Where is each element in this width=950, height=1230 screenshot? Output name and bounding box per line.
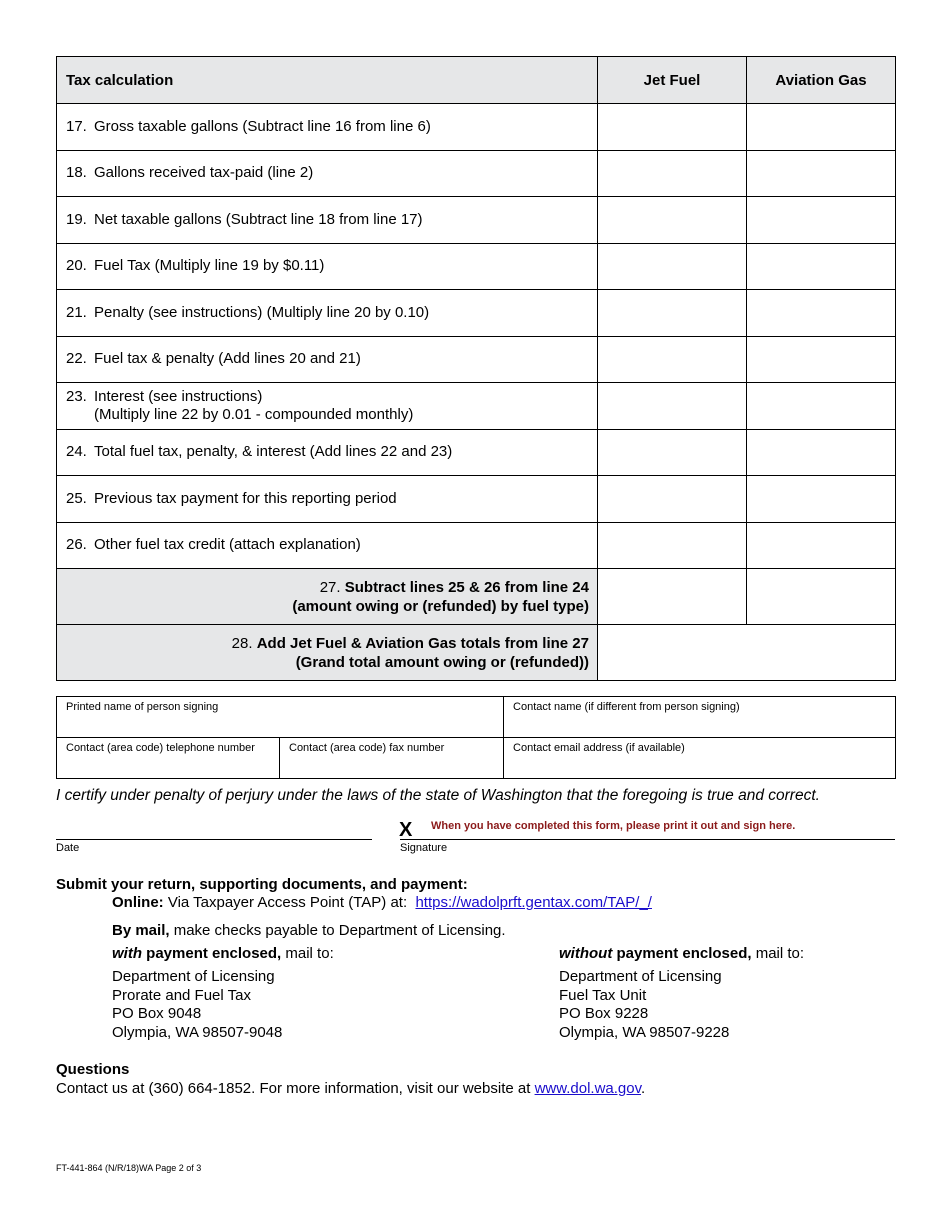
- mail-instructions: [112, 922, 506, 941]
- table-row: [57, 197, 896, 244]
- without-payment-address: [559, 968, 729, 1042]
- contact-info-grid: [56, 696, 896, 779]
- email-field[interactable]: [504, 738, 896, 779]
- line-number: 23.: [66, 387, 87, 405]
- jet-fuel-input-line-25[interactable]: [598, 476, 747, 523]
- address-line: Department of Licensing: [112, 968, 275, 985]
- line-number: 19.: [66, 210, 87, 228]
- line-description: Previous tax payment for this reporting period: [94, 489, 397, 507]
- submit-heading: Submit your return, supporting documents, and payment:: [56, 876, 468, 893]
- line-description-continued: (Multiply line 22 by 0.01 - compounded monthly): [94, 405, 414, 423]
- line-number: 24.: [66, 443, 87, 461]
- line-number: 21.: [66, 303, 87, 321]
- online-instructions: [112, 894, 652, 913]
- aviation-gas-input-line-19[interactable]: [747, 197, 896, 244]
- address-line: Department of Licensing: [559, 968, 722, 985]
- mail-label: By mail,: [112, 922, 170, 939]
- jet-fuel-input-line-22[interactable]: [598, 336, 747, 383]
- header-tax-calculation: Tax calculation: [57, 57, 598, 104]
- line-description: Add Jet Fuel & Aviation Gas totals from line 27: [256, 634, 589, 652]
- address-line: Olympia, WA 98507-9228: [559, 1023, 730, 1041]
- line-description: Gross taxable gallons (Subtract line 16 from line 6): [94, 117, 431, 135]
- line-description: Interest (see instructions): [94, 387, 263, 405]
- aviation-gas-input-line-17[interactable]: [747, 104, 896, 151]
- with-em: with: [112, 945, 142, 962]
- online-text: Via Taxpayer Access Point (TAP) at:: [167, 894, 408, 911]
- line-description: Other fuel tax credit (attach explanation): [94, 536, 361, 554]
- table-header-row: [57, 57, 896, 104]
- without-payment-heading: [559, 945, 804, 964]
- with-rest: mail to:: [285, 945, 334, 962]
- header-jet-fuel: Jet Fuel: [598, 57, 747, 104]
- aviation-gas-input-line-27[interactable]: [747, 569, 896, 625]
- table-row: [57, 104, 896, 151]
- grand-total-input-line-28[interactable]: [598, 625, 896, 681]
- tax-calculation-table: [56, 56, 896, 681]
- contact-name-field[interactable]: [504, 697, 896, 738]
- jet-fuel-input-line-17[interactable]: [598, 104, 747, 151]
- table-row-28: [57, 625, 896, 681]
- tap-link[interactable]: https://wadolprft.gentax.com/TAP/_/: [415, 894, 652, 911]
- date-label: Date: [56, 842, 80, 854]
- address-line: PO Box 9048: [112, 1005, 202, 1022]
- signature-label: Signature: [400, 842, 448, 854]
- questions-period: .: [641, 1080, 646, 1097]
- without-rest: mail to:: [755, 945, 805, 962]
- address-line: Fuel Tax Unit: [559, 986, 647, 1004]
- with-payment-heading: [112, 945, 334, 964]
- without-em: without: [559, 945, 613, 962]
- line-description: Subtract lines 25 & 26 from line 24: [344, 578, 589, 596]
- table-row-27: [57, 569, 896, 625]
- jet-fuel-input-line-21[interactable]: [598, 290, 747, 337]
- line-number: 18.: [66, 164, 87, 182]
- line-description: Penalty (see instructions) (Multiply line 20 by 0.10): [94, 303, 430, 321]
- line-number: 20.: [66, 257, 87, 275]
- address-line: PO Box 9228: [559, 1005, 649, 1022]
- header-aviation-gas: Aviation Gas: [747, 57, 896, 104]
- signature-x-mark: X: [399, 819, 413, 841]
- mail-text: make checks payable to Department of Licensing.: [173, 922, 506, 939]
- telephone-field[interactable]: [57, 738, 280, 779]
- table-row: [57, 150, 896, 197]
- signature-hint: When you have completed this form, please print it out and sign here.: [431, 820, 796, 832]
- date-line[interactable]: [56, 839, 372, 840]
- line-number: 26.: [66, 536, 87, 554]
- line-description: Gallons received tax-paid (line 2): [94, 164, 314, 182]
- online-label: Online:: [112, 894, 164, 911]
- table-row: [57, 243, 896, 290]
- certification-statement: I certify under penalty of perjury under the laws of the state of Washington that the foregoing is true and correct.: [56, 787, 820, 804]
- without-bold: payment enclosed,: [616, 945, 752, 962]
- jet-fuel-input-line-23[interactable]: [598, 383, 747, 430]
- contact-name-label: Contact name (if different from person signing): [513, 701, 740, 713]
- printed-name-label: Printed name of person signing: [66, 701, 219, 713]
- jet-fuel-input-line-20[interactable]: [598, 243, 747, 290]
- jet-fuel-input-line-27[interactable]: [598, 569, 747, 625]
- line-number: 27.: [319, 578, 341, 596]
- telephone-label: Contact (area code) telephone number: [66, 742, 255, 754]
- form-footer: FT-441-864 (N/R/18)WA Page 2 of 3: [56, 1163, 202, 1173]
- with-payment-address: [112, 968, 282, 1042]
- table-row: [57, 290, 896, 337]
- aviation-gas-input-line-26[interactable]: [747, 522, 896, 569]
- aviation-gas-input-line-21[interactable]: [747, 290, 896, 337]
- questions-heading: Questions: [56, 1061, 130, 1078]
- aviation-gas-input-line-25[interactable]: [747, 476, 896, 523]
- aviation-gas-input-line-18[interactable]: [747, 150, 896, 197]
- table-row: [57, 429, 896, 476]
- jet-fuel-input-line-19[interactable]: [598, 197, 747, 244]
- line-number: 22.: [66, 350, 87, 368]
- fax-label: Contact (area code) fax number: [289, 742, 445, 754]
- dol-website-link[interactable]: www.dol.wa.gov: [534, 1080, 641, 1097]
- aviation-gas-input-line-22[interactable]: [747, 336, 896, 383]
- line-description: Fuel Tax (Multiply line 19 by $0.11): [94, 257, 325, 275]
- with-bold: payment enclosed,: [146, 945, 282, 962]
- jet-fuel-input-line-26[interactable]: [598, 522, 747, 569]
- address-line: Olympia, WA 98507-9048: [112, 1023, 283, 1041]
- aviation-gas-input-line-20[interactable]: [747, 243, 896, 290]
- fax-field[interactable]: [280, 738, 504, 779]
- jet-fuel-input-line-18[interactable]: [598, 150, 747, 197]
- line-description: Fuel tax & penalty (Add lines 20 and 21): [94, 350, 361, 368]
- line-description-continued: (Grand total amount owing or (refunded)): [295, 653, 589, 671]
- questions-body: Contact us at (360) 664-1852. For more information, visit our website at: [56, 1080, 531, 1097]
- signature-line[interactable]: [400, 839, 895, 840]
- address-line: Prorate and Fuel Tax: [112, 986, 251, 1004]
- table-row: [57, 336, 896, 383]
- printed-name-field[interactable]: [57, 697, 504, 738]
- line-description-continued: (amount owing or (refunded) by fuel type): [292, 597, 589, 615]
- line-number: 28.: [231, 634, 253, 652]
- line-description: Total fuel tax, penalty, & interest (Add lines 22 and 23): [94, 443, 453, 461]
- table-row: [57, 522, 896, 569]
- jet-fuel-input-line-24[interactable]: [598, 429, 747, 476]
- line-description: Net taxable gallons (Subtract line 18 from line 17): [94, 210, 423, 228]
- line-number: 25.: [66, 489, 87, 507]
- questions-text: [56, 1080, 645, 1099]
- email-label: Contact email address (if available): [513, 742, 685, 754]
- table-row: [57, 476, 896, 523]
- aviation-gas-input-line-23[interactable]: [747, 383, 896, 430]
- table-row: [57, 383, 896, 430]
- line-number: 17.: [66, 117, 87, 135]
- aviation-gas-input-line-24[interactable]: [747, 429, 896, 476]
